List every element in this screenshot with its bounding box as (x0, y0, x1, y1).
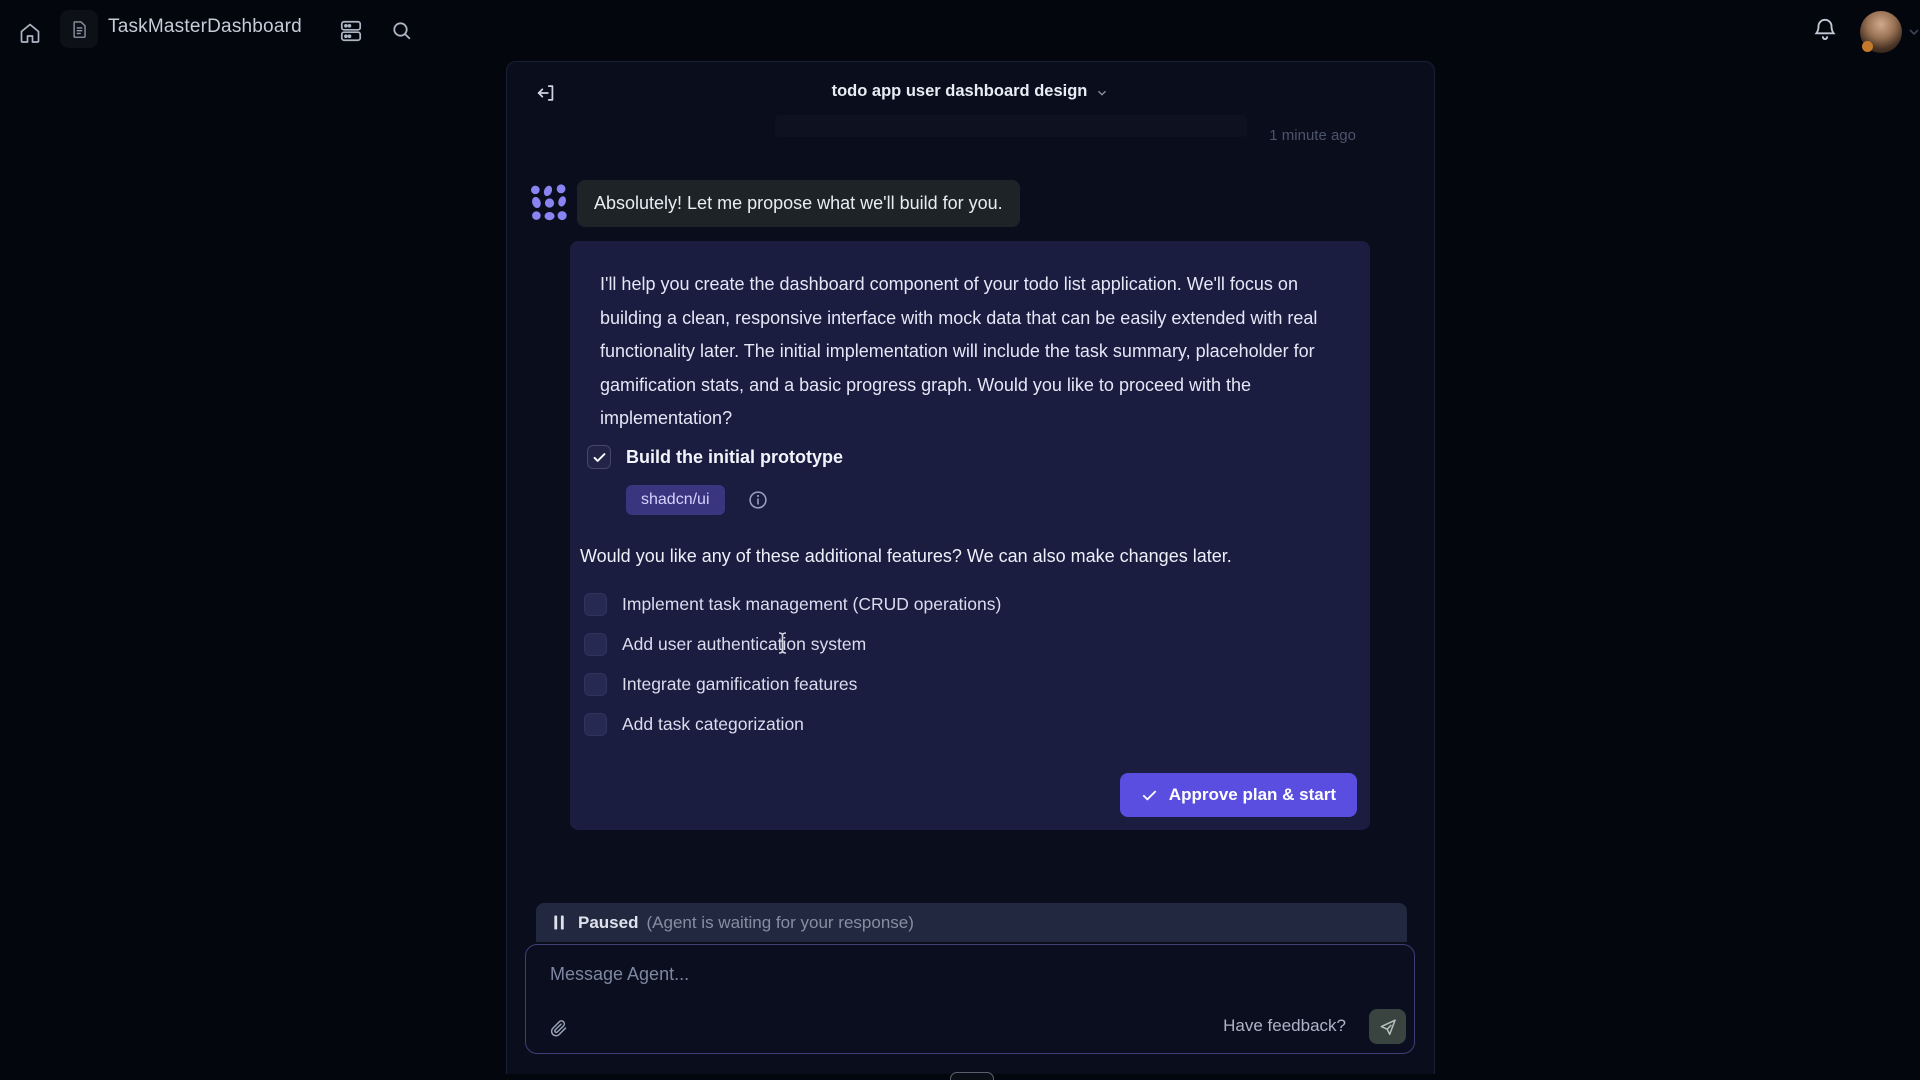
pause-icon (552, 914, 567, 931)
status-detail-label: (Agent is waiting for your response) (646, 912, 914, 932)
project-name[interactable]: TaskMasterDashboard (108, 16, 302, 37)
message-timestamp: 1 minute ago (1269, 127, 1356, 144)
panel-resize-handle[interactable] (950, 1072, 994, 1080)
primary-option-row[interactable] (587, 445, 843, 469)
agent-avatar-icon (528, 182, 570, 224)
stack-badge-row (626, 485, 769, 515)
feature-option-label: Add user authentication system (622, 634, 867, 654)
approve-plan-button-label: Approve plan & start (1168, 785, 1336, 804)
attach-file-button[interactable] (544, 1014, 572, 1042)
home-icon[interactable] (18, 21, 42, 45)
plan-intro-text: I'll help you create the dashboard component of your todo list application. We'll focus on building a clean, responsive interface with mock data that can be easily extended with real functionality later. The initial implementation will include the task summary, placeholder for gamification stats, and a basic progress graph. Would you like to proceed with the implementation? (600, 274, 1318, 428)
agent-chat-panel (506, 61, 1435, 1074)
file-icon (70, 20, 89, 39)
message-composer (525, 944, 1415, 1054)
paperclip-icon (548, 1018, 569, 1039)
avatar-status-badge (1862, 41, 1873, 52)
agent-message-bubble: Absolutely! Let me propose what we'll build for you. (577, 180, 1020, 227)
chat-title-chevron-down-icon[interactable] (1095, 86, 1109, 100)
account-chevron-down-icon[interactable] (1906, 24, 1920, 40)
unchecked-checkbox[interactable] (584, 673, 607, 696)
agent-status-bar (536, 903, 1407, 942)
chat-title[interactable]: todo app user dashboard design (831, 81, 1088, 100)
status-state-label: Paused (578, 912, 639, 932)
project-file-button[interactable] (60, 10, 98, 48)
notifications-bell-icon[interactable] (1812, 16, 1838, 42)
chat-header (507, 62, 1434, 120)
primary-option-label: Build the initial prototype (626, 446, 843, 467)
unchecked-checkbox[interactable] (584, 633, 607, 656)
message-input[interactable] (550, 959, 1250, 989)
deployments-icon[interactable] (338, 18, 364, 44)
agent-message-row (528, 180, 1020, 227)
search-icon[interactable] (390, 19, 414, 43)
info-icon[interactable] (747, 489, 769, 511)
feedback-link[interactable]: Have feedback? (1223, 1016, 1346, 1035)
feature-option-label: Integrate gamification features (622, 674, 858, 694)
stack-badge[interactable]: shadcn/ui (626, 485, 725, 515)
approve-plan-button[interactable] (1120, 773, 1357, 817)
feature-option-label: Add task categorization (622, 714, 804, 734)
features-prompt: Would you like any of these additional features? We can also make changes later. (580, 546, 1232, 566)
unchecked-checkbox[interactable] (584, 713, 607, 736)
topbar (0, 0, 1920, 56)
send-button[interactable] (1369, 1009, 1406, 1044)
check-icon (1141, 787, 1158, 804)
user-avatar[interactable] (1860, 11, 1902, 53)
plan-proposal-card (570, 241, 1370, 830)
unchecked-checkbox[interactable] (584, 593, 607, 616)
send-plane-icon (1378, 1017, 1398, 1037)
feature-option-row[interactable] (584, 593, 1001, 616)
feature-option-row[interactable] (584, 713, 804, 736)
faded-history-bar (775, 115, 1247, 137)
feature-option-row[interactable] (584, 673, 857, 696)
feature-option-row[interactable] (584, 633, 866, 656)
checked-checkbox[interactable] (587, 445, 611, 469)
feature-option-label: Implement task management (CRUD operations) (622, 594, 1002, 614)
